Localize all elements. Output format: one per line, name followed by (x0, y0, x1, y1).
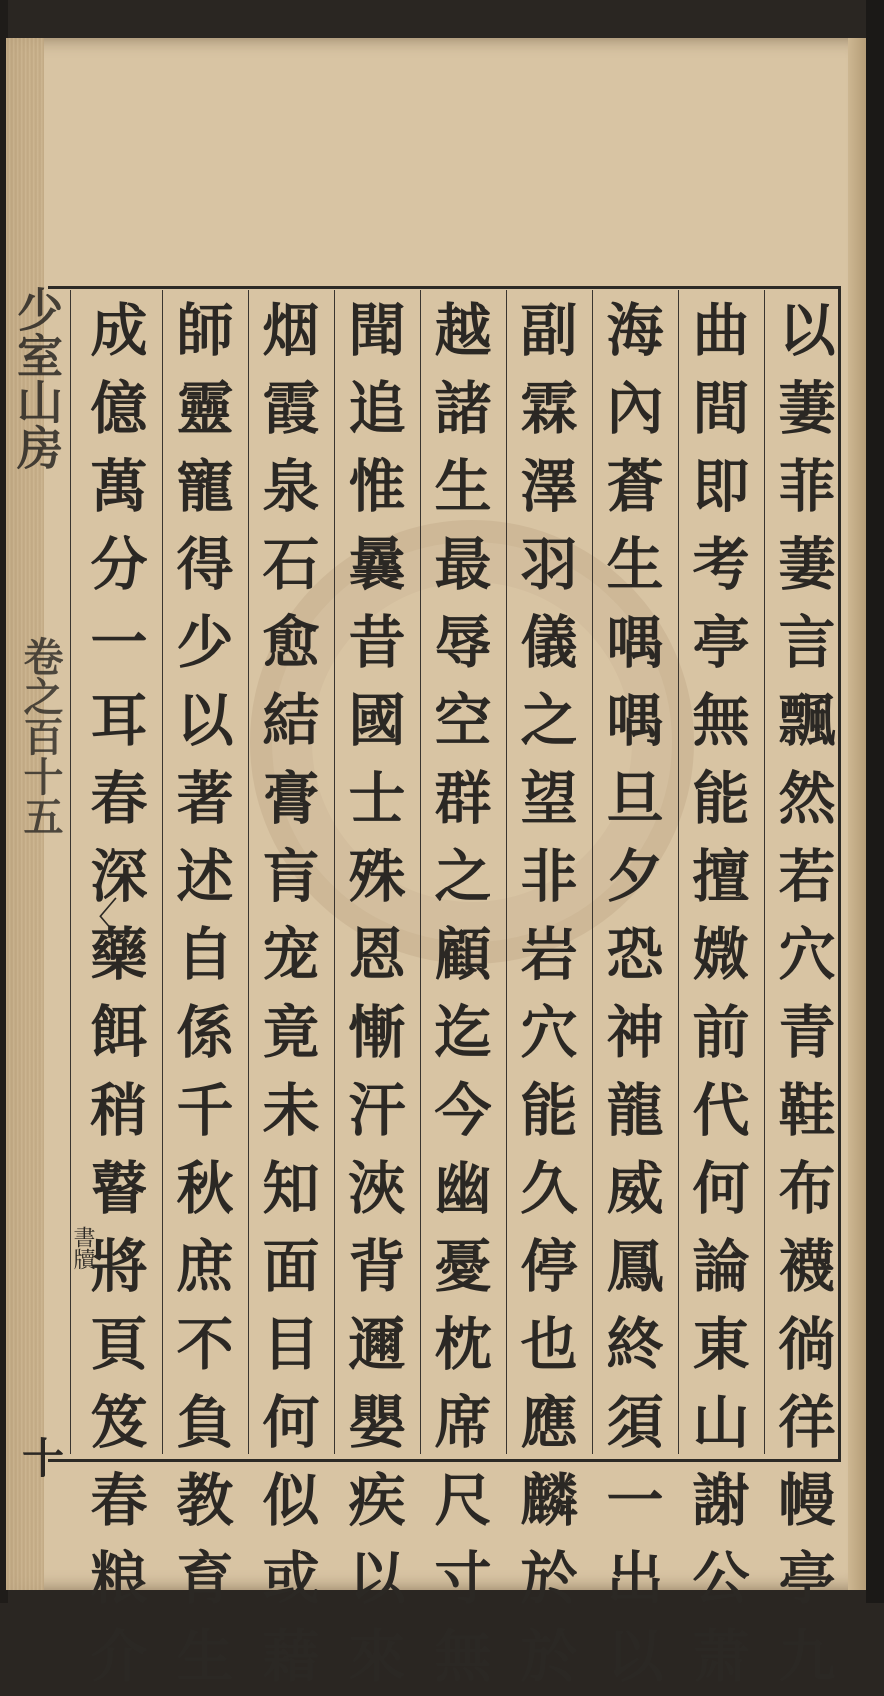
character: 擅 (692, 843, 750, 910)
character: 鳳 (606, 1233, 664, 1300)
character: 似 (262, 1467, 320, 1534)
column-divider (678, 290, 679, 1454)
character: 前 (692, 999, 750, 1066)
character: 席 (434, 1389, 492, 1456)
margin-book-title: 少室山房 (10, 286, 64, 470)
character: 飄 (778, 687, 836, 754)
character: 考 (692, 531, 750, 598)
character: 聞 (348, 297, 406, 364)
text-column-4 (512, 292, 586, 1690)
character: 惟 (348, 453, 406, 520)
character: 終 (606, 1311, 664, 1378)
character: 出 (606, 1545, 664, 1612)
character: 肓 (262, 843, 320, 910)
character: 也 (520, 1311, 578, 1378)
character: 浹 (348, 1155, 406, 1222)
block-center-margin (8, 286, 118, 1483)
character: 結 (262, 687, 320, 754)
character: 嬰 (348, 1389, 406, 1456)
character: 霞 (262, 375, 320, 442)
text-column-8 (168, 292, 242, 1690)
character: 國 (348, 687, 406, 754)
column-divider (764, 290, 765, 1454)
character: 一 (90, 609, 148, 676)
column-divider (248, 290, 249, 1454)
character: 山 (692, 1389, 750, 1456)
character: 空 (434, 687, 492, 754)
character: 麟 (520, 1467, 578, 1534)
character: 汗 (348, 1077, 406, 1144)
character: 龍 (606, 1077, 664, 1144)
character: 須 (606, 1389, 664, 1456)
character: 自 (176, 921, 234, 988)
character: 論 (692, 1233, 750, 1300)
character: 於 (520, 1623, 578, 1690)
dark-border (866, 0, 884, 1603)
character: 背 (348, 1233, 406, 1300)
character: 春 (90, 1467, 148, 1534)
text-column-9 (82, 292, 156, 1690)
margin-leaf-number: 十 (22, 1434, 65, 1483)
character: 愈 (262, 609, 320, 676)
character: 竟 (262, 999, 320, 1066)
character: 群 (434, 765, 492, 832)
character: 一 (606, 1467, 664, 1534)
character: 曲 (692, 297, 750, 364)
character: 幔 (778, 1467, 836, 1534)
character: 喁 (606, 609, 664, 676)
character: 殊 (348, 843, 406, 910)
character: 萋 (778, 531, 836, 598)
character: 久 (520, 1155, 578, 1222)
character: 育 (176, 1545, 234, 1612)
character: 千 (176, 1077, 234, 1144)
character: 澤 (520, 453, 578, 520)
character: 威 (606, 1155, 664, 1222)
character: 海 (606, 297, 664, 364)
text-column-5 (426, 292, 500, 1690)
column-divider (420, 290, 421, 1454)
fish-tail-mark: 〈 (78, 895, 118, 941)
text-column-2 (684, 292, 758, 1690)
character: 恐 (606, 921, 664, 988)
character: 亭 (692, 609, 750, 676)
character: 副 (520, 297, 578, 364)
character: 無 (434, 1623, 492, 1690)
character: 神 (606, 999, 664, 1066)
character: 藥 (90, 921, 148, 988)
character: 烟 (262, 297, 320, 364)
character: 萬 (90, 453, 148, 520)
page-right-edge (848, 38, 868, 1590)
character: 以 (176, 687, 234, 754)
character: 夕 (606, 843, 664, 910)
character: 然 (778, 765, 836, 832)
character: 成 (90, 297, 148, 364)
character: 庶 (176, 1233, 234, 1300)
character: 寵 (176, 453, 234, 520)
character: 布 (778, 1155, 836, 1222)
character: 之 (520, 687, 578, 754)
character: 憂 (434, 1233, 492, 1300)
character: 泉 (262, 453, 320, 520)
character: 幽 (434, 1155, 492, 1222)
character: 能 (520, 1077, 578, 1144)
character: 何 (692, 1155, 750, 1222)
character: 辱 (434, 609, 492, 676)
character: 今 (434, 1077, 492, 1144)
character: 諸 (434, 375, 492, 442)
character: 億 (90, 375, 148, 442)
character: 內 (606, 375, 664, 442)
character: 來 (348, 1623, 406, 1690)
character: 非 (520, 843, 578, 910)
character: 蒼 (606, 453, 664, 520)
character: 生 (606, 531, 664, 598)
character: 介 (90, 1623, 148, 1690)
character: 藉 (262, 1623, 320, 1690)
character: 追 (348, 375, 406, 442)
character: 媺 (692, 921, 750, 988)
character: 徜 (778, 1311, 836, 1378)
text-column-7 (254, 292, 328, 1690)
character: 停 (520, 1233, 578, 1300)
character: 應 (520, 1389, 578, 1456)
character: 顧 (434, 921, 492, 988)
character: 枕 (434, 1311, 492, 1378)
character: 若 (778, 843, 836, 910)
character: 分 (90, 531, 148, 598)
character: 代 (692, 1077, 750, 1144)
character: 師 (176, 297, 234, 364)
character: 瞽 (90, 1155, 148, 1222)
character: 以 (348, 1545, 406, 1612)
character: 羽 (520, 531, 578, 598)
character: 青 (778, 999, 836, 1066)
character: 少 (176, 609, 234, 676)
character: 負 (176, 1389, 234, 1456)
character: 旦 (606, 765, 664, 832)
character: 何 (262, 1389, 320, 1456)
character: 膏 (262, 765, 320, 832)
text-column-1 (770, 292, 844, 1690)
character: 將 (90, 1233, 148, 1300)
character: 係 (176, 999, 234, 1066)
character: 間 (692, 375, 750, 442)
column-divider (334, 290, 335, 1454)
character: 秋 (176, 1155, 234, 1222)
character: 宠 (262, 921, 320, 988)
character: 士 (348, 765, 406, 832)
character: 疾 (348, 1467, 406, 1534)
column-divider (506, 290, 507, 1454)
character: 得 (176, 531, 234, 598)
character: 邇 (348, 1311, 406, 1378)
character: 石 (262, 531, 320, 598)
character: 穴 (520, 999, 578, 1066)
character: 餌 (90, 999, 148, 1066)
character: 襪 (778, 1233, 836, 1300)
character: 無 (692, 687, 750, 754)
character: 越 (434, 297, 492, 364)
character: 生 (176, 1623, 234, 1690)
character: 或 (262, 1545, 320, 1612)
character: 教 (176, 1467, 234, 1534)
character: 東 (692, 1311, 750, 1378)
character: 面 (262, 1233, 320, 1300)
margin-juan-number: 卷之百十五 (17, 636, 64, 836)
character: 目 (262, 1311, 320, 1378)
character: 九 (778, 1623, 836, 1690)
character: 能 (692, 765, 750, 832)
character: 不 (176, 1311, 234, 1378)
character: 述 (176, 843, 234, 910)
character: 恩 (348, 921, 406, 988)
character: 萋 (778, 375, 836, 442)
character: 知 (262, 1155, 320, 1222)
character: 粮 (90, 1545, 148, 1612)
character: 言 (778, 609, 836, 676)
text-column-3 (598, 292, 672, 1690)
character: 昔 (348, 609, 406, 676)
character: 靈 (176, 375, 234, 442)
character: 耳 (90, 687, 148, 754)
character: 笈 (90, 1389, 148, 1456)
character: 春 (90, 765, 148, 832)
character: 寸 (434, 1545, 492, 1612)
character: 謝 (692, 1467, 750, 1534)
character: 菲 (778, 453, 836, 520)
character: 最 (434, 531, 492, 598)
character: 即 (692, 453, 750, 520)
character: 深 (90, 843, 148, 910)
margin-section-note: 書牘 (70, 1226, 95, 1270)
character: 曩 (348, 531, 406, 598)
text-column-6 (340, 292, 414, 1690)
character: 岩 (520, 921, 578, 988)
column-divider (162, 290, 163, 1454)
character: 穴 (778, 921, 836, 988)
character: 生 (434, 453, 492, 520)
character: 頁 (90, 1311, 148, 1378)
character: 慚 (348, 999, 406, 1066)
character: 迄 (434, 999, 492, 1066)
character: 以 (778, 297, 836, 364)
character: 著 (176, 765, 234, 832)
character: 儀 (520, 609, 578, 676)
character: 之 (434, 843, 492, 910)
character: 未 (262, 1077, 320, 1144)
character: 喁 (606, 687, 664, 754)
column-divider (70, 290, 71, 1454)
character: 以 (606, 1623, 664, 1690)
character: 亭 (778, 1545, 836, 1612)
character: 徉 (778, 1389, 836, 1456)
character: 尺 (434, 1467, 492, 1534)
character: 鞋 (778, 1077, 836, 1144)
column-divider (592, 290, 593, 1454)
character: 霖 (520, 375, 578, 442)
character: 稍 (90, 1077, 148, 1144)
character: 於 (520, 1545, 578, 1612)
character: 望 (520, 765, 578, 832)
character: 萧 (692, 1623, 750, 1690)
character: 公 (692, 1545, 750, 1612)
